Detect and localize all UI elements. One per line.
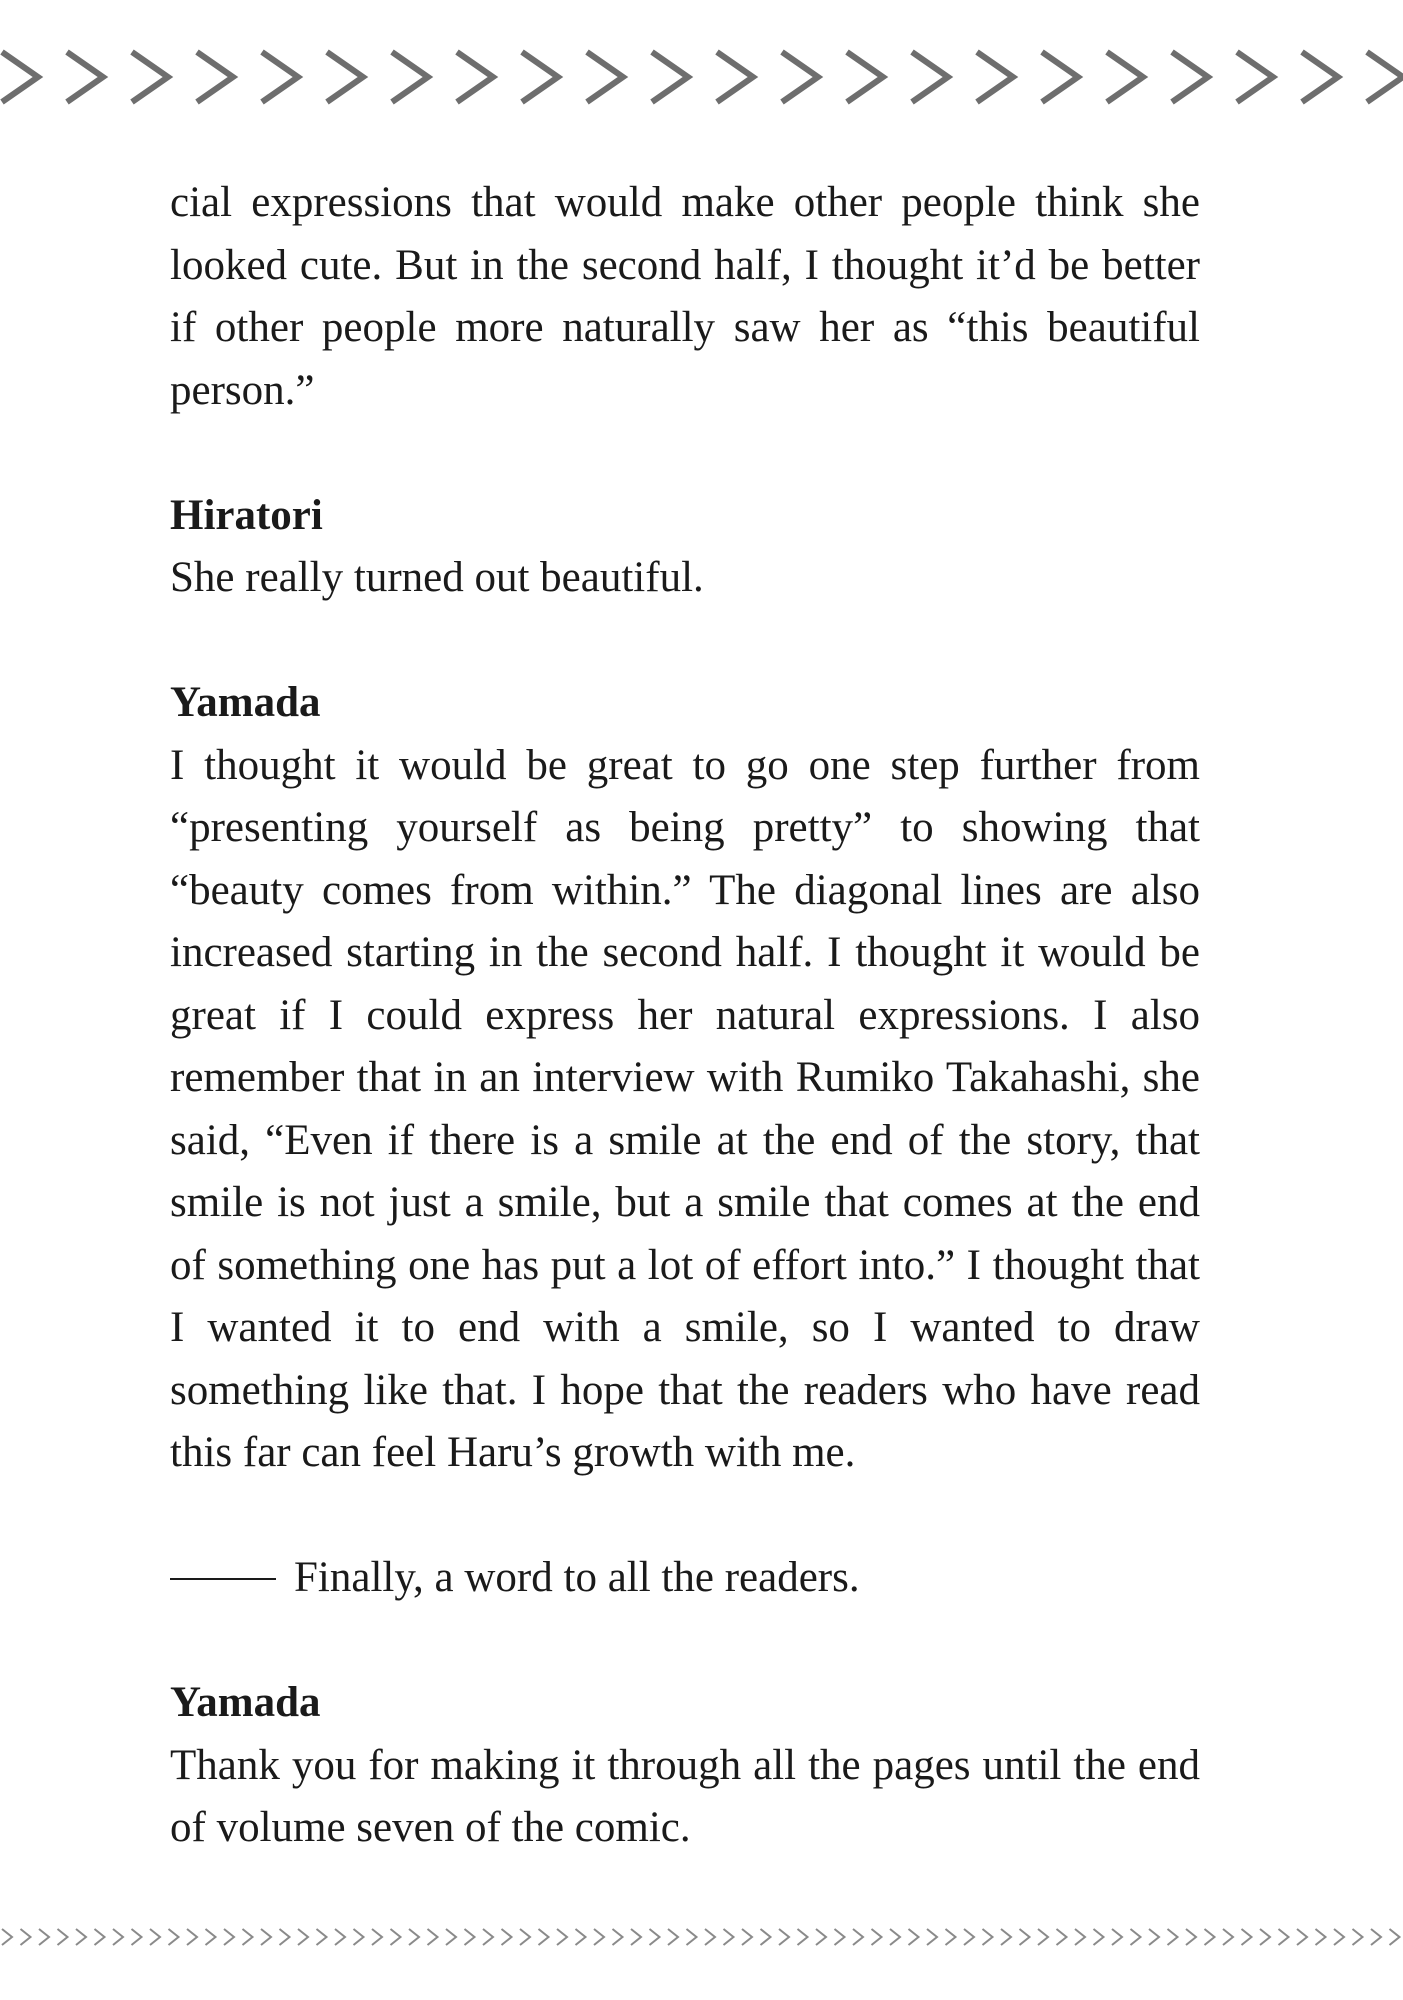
chevron-mark [631, 1929, 641, 1945]
chevron-mark [977, 52, 1013, 102]
chevron-mark [169, 1929, 179, 1945]
chevron-mark [705, 1929, 715, 1945]
chevron-mark [847, 52, 883, 102]
chevron-mark [391, 1929, 401, 1945]
chevron-mark [1223, 1929, 1233, 1945]
chevron-mark [909, 1929, 919, 1945]
chevron-mark [717, 52, 753, 102]
chevron-mark [354, 1929, 364, 1945]
chevron-mark [539, 1929, 549, 1945]
chevron-mark [261, 1929, 271, 1945]
chevron-mark [113, 1929, 123, 1945]
chevron-mark [372, 1929, 382, 1945]
chevron-mark [1186, 1929, 1196, 1945]
chevron-mark [262, 52, 298, 102]
chevron-mark [668, 1929, 678, 1945]
chevron-mark [409, 1929, 419, 1945]
chevron-mark [613, 1929, 623, 1945]
chevron-mark [594, 1929, 604, 1945]
chevron-mark [927, 1929, 937, 1945]
chevron-mark [761, 1929, 771, 1945]
chevron-mark [964, 1929, 974, 1945]
chevron-mark [872, 1929, 882, 1945]
chevron-mark [1131, 1929, 1141, 1945]
chevron-mark [327, 52, 363, 102]
chevron-mark [428, 1929, 438, 1945]
chevron-mark [946, 1929, 956, 1945]
chevron-mark [576, 1929, 586, 1945]
chevron-mark [1094, 1929, 1104, 1945]
question-text: Finally, a word to all the readers. [294, 1554, 860, 1601]
chevron-mark [502, 1929, 512, 1945]
chevron-mark [132, 1929, 142, 1945]
chevron-mark [76, 1929, 86, 1945]
chevron-mark [243, 1929, 253, 1945]
interviewer-question [170, 1547, 1200, 1610]
chevron-mark [1020, 1929, 1030, 1945]
chevron-mark [522, 52, 558, 102]
chevron-mark [1038, 1929, 1048, 1945]
chevron-mark [1075, 1929, 1085, 1945]
chevron-mark [816, 1929, 826, 1945]
chevron-mark [58, 1929, 68, 1945]
paragraph-yamada-final: Thank you for making it through all the pages until the end of volume seven of the comic. [170, 1741, 1200, 1851]
chevron-mark [1367, 52, 1403, 102]
chevron-mark [95, 1929, 105, 1945]
chevron-mark [39, 1929, 49, 1945]
chevron-mark [1279, 1929, 1289, 1945]
chevron-mark [798, 1929, 808, 1945]
chevron-mark [853, 1929, 863, 1945]
chevron-mark [557, 1929, 567, 1945]
chevron-mark [1302, 52, 1338, 102]
chevron-mark [1242, 1929, 1252, 1945]
chevron-mark [457, 52, 493, 102]
chevron-mark [1107, 52, 1143, 102]
chevron-mark [779, 1929, 789, 1945]
chevron-mark [1371, 1929, 1381, 1945]
chevron-mark [317, 1929, 327, 1945]
chevron-mark [587, 52, 623, 102]
paragraph-yamada: I thought it would be great to go one step further from “presenting yourself as being pretty” to showing that “beauty comes from within.” The diagonal lines are also increased starting in the second half. I thought it would be great if I could express her natural expressions. I also remember that in an interview with Rumiko Takahashi, she said, “Even if there is a smile at the end of the story, that smile is not just a smile, but a smile that comes at the end of something one has put a lot of effort into.” I thought that I wanted it to end with a smile, so I wanted to draw something like that. I hope that the readers who have read this far can feel Haru’s growth with me. [170, 741, 1200, 1476]
chevron-mark [392, 52, 428, 102]
chevron-mark [298, 1929, 308, 1945]
chevron-mark [67, 52, 103, 102]
chevron-mark [150, 1929, 160, 1945]
top-chevron-border [0, 42, 1403, 112]
chevron-mark [483, 1929, 493, 1945]
chevron-mark [1237, 52, 1273, 102]
chevron-mark [224, 1929, 234, 1945]
chevron-mark [280, 1929, 290, 1945]
chevron-mark [1297, 1929, 1307, 1945]
chevron-mark [2, 52, 38, 102]
chevron-mark [742, 1929, 752, 1945]
chevron-mark [206, 1929, 216, 1945]
chevron-mark [1172, 52, 1208, 102]
chevron-mark [1112, 1929, 1122, 1945]
chevron-mark [132, 52, 168, 102]
chevron-mark [335, 1929, 345, 1945]
chevron-mark [21, 1929, 31, 1945]
chevron-mark [1316, 1929, 1326, 1945]
chevron-mark [1042, 52, 1078, 102]
chevron-mark [650, 1929, 660, 1945]
chevron-mark [724, 1929, 734, 1945]
speaker-name-yamada: Yamada [170, 679, 321, 726]
chevron-mark [446, 1929, 456, 1945]
chevron-mark [1334, 1929, 1344, 1945]
chevron-mark [465, 1929, 475, 1945]
chevron-mark [1205, 1929, 1215, 1945]
chevron-mark [912, 52, 948, 102]
chevron-mark [1149, 1929, 1159, 1945]
chevron-mark [835, 1929, 845, 1945]
chevron-mark [187, 1929, 197, 1945]
dash-line [170, 1578, 276, 1580]
bottom-chevron-border [0, 1926, 1403, 1948]
chevron-mark [1001, 1929, 1011, 1945]
chevron-mark [1390, 1929, 1400, 1945]
chevron-mark [520, 1929, 530, 1945]
paragraph-continued: cial expressions that would make other people think she looked cute. But in the second half, I thought it’d be better if other people more naturally saw her as “this beautiful person.” [170, 179, 1200, 414]
speaker-name-yamada-final: Yamada [170, 1679, 321, 1726]
chevron-mark [1168, 1929, 1178, 1945]
chevron-mark [782, 52, 818, 102]
paragraph-hiratori: She really turned out beautiful. [170, 554, 704, 601]
interview-text [170, 172, 1200, 1860]
chevron-mark [2, 1929, 12, 1945]
chevron-mark [687, 1929, 697, 1945]
chevron-mark [1260, 1929, 1270, 1945]
chevron-mark [890, 1929, 900, 1945]
chevron-mark [652, 52, 688, 102]
chevron-mark [983, 1929, 993, 1945]
chevron-mark [1353, 1929, 1363, 1945]
speaker-name-hiratori: Hiratori [170, 491, 323, 539]
chevron-mark [1057, 1929, 1067, 1945]
chevron-mark [197, 52, 233, 102]
